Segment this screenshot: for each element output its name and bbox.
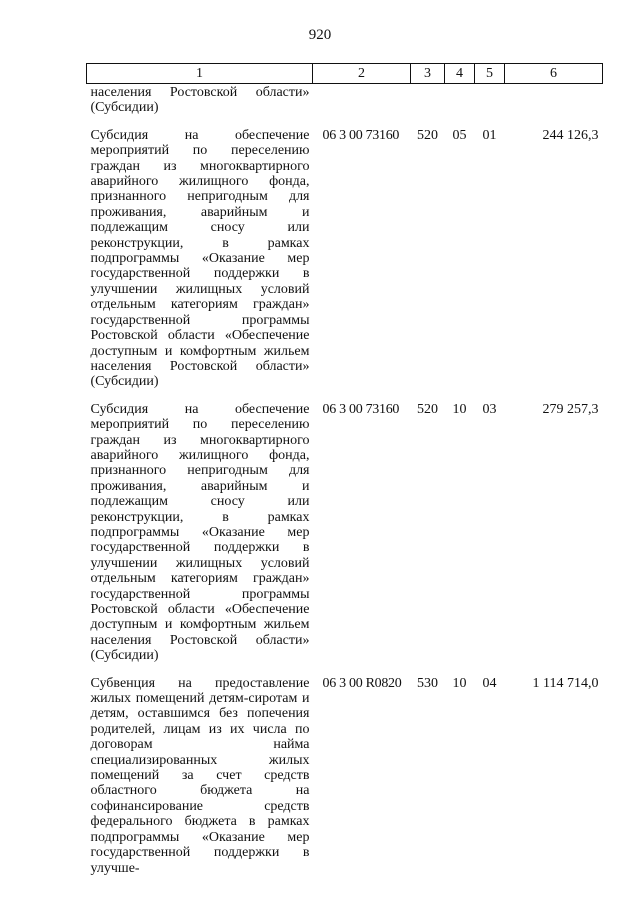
section-cell: 05 <box>452 127 467 143</box>
target-code-cell: 06 3 00 73160 <box>322 127 400 143</box>
column-header: 4 <box>445 64 475 84</box>
table-row-continuation <box>87 84 603 116</box>
section-cell: 10 <box>452 675 467 691</box>
page-number: 920 <box>308 27 332 43</box>
subsection-cell: 01 <box>482 127 497 143</box>
amount-cell: 1 114 714,0 <box>532 675 599 691</box>
table-row <box>87 664 603 876</box>
section-cell: 10 <box>452 401 467 417</box>
column-header: 2 <box>313 64 411 84</box>
subsection-cell: 04 <box>482 675 497 691</box>
column-header: 1 <box>87 64 313 84</box>
target-code-cell: 06 3 00 R0820 <box>322 675 402 691</box>
subsection-cell: 03 <box>482 401 497 417</box>
description-cell: населения Ростовской области» (Субсидии) <box>90 85 310 116</box>
table-row <box>87 390 603 664</box>
target-code-cell: 06 3 00 73160 <box>322 401 400 417</box>
column-header: 3 <box>411 64 445 84</box>
amount-cell: 244 126,3 <box>542 127 599 143</box>
description-cell: Субвенция на предоставление жилых помещений детям-сиротам и детям, оставшимся без попечения родителей, лицам из их числа по договорам найма специализированных жилых помещений за счет средств областного бюджета на софинансирование средств федерального бюджета в рамках подпрограммы «Оказание мер государственной поддержки в улучше- <box>90 675 310 876</box>
table-row <box>87 116 603 390</box>
expense-type-cell: 530 <box>417 675 438 691</box>
budget-table <box>86 63 603 876</box>
description-cell: Субсидия на обеспечение мероприятий по переселению граждан из многоквартирного аварийного жилищного фонда, признанного непригодным для проживания, аварийным и подлежащим сносу или реконструкции, в рамках подпрограммы «Оказание мер государственной поддержки в улучшении жилищных условий отдельным категориям граждан» государственной программы Ростовской области «Обеспечение доступным и комфортным жильем населения Ростовской области» (Субсидии) <box>90 127 310 390</box>
expense-type-cell: 520 <box>417 401 438 417</box>
column-header: 6 <box>505 64 603 84</box>
table-header-row <box>87 64 603 84</box>
column-header: 5 <box>475 64 505 84</box>
description-cell: Субсидия на обеспечение мероприятий по переселению граждан из многоквартирного аварийного жилищного фонда, признанного непригодным для проживания, аварийным и подлежащим сносу или реконструкции, в рамках подпрограммы «Оказание мер государственной поддержки в улучшении жилищных условий отдельным категориям граждан» государственной программы Ростовской области «Обеспечение доступным и комфортным жильем населения Ростовской области» (Субсидии) <box>90 401 310 664</box>
expense-type-cell: 520 <box>417 127 438 143</box>
amount-cell: 279 257,3 <box>542 401 599 417</box>
